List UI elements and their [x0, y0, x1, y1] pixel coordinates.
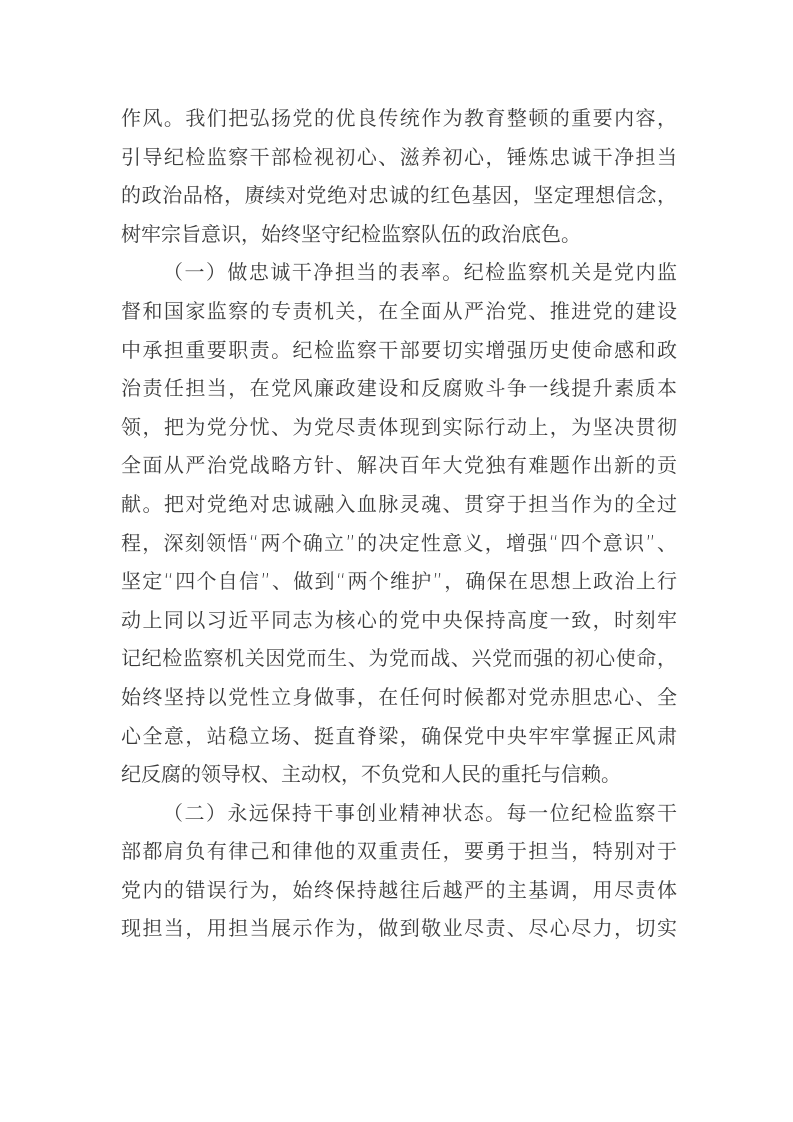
- document-page: [121, 99, 677, 948]
- text-line: 督和国家监察的专责机关，在全面从严治党、推进党的建设: [121, 298, 677, 323]
- text-line: 全面从严治党战略方针、解决百年大党独有难题作出新的贡: [121, 453, 677, 478]
- text-line: 作风。我们把弘扬党的优良传统作为教育整顿的重要内容，: [121, 106, 677, 130]
- paragraph-intro: [121, 99, 677, 253]
- paragraph-section-1: [121, 253, 677, 793]
- section-heading-line: （一）做忠诚干净担当的表率。纪检监察机关是党内监: [163, 260, 677, 285]
- text-line: 部都肩负有律己和律他的双重责任，要勇于担当，特别对于: [121, 839, 677, 864]
- text-line: 引导纪检监察干部检视初心、滋养初心，锤炼忠诚干净担当: [121, 144, 677, 169]
- section-heading-line: （二）永远保持干事创业精神状态。每一位纪检监察干: [163, 800, 677, 825]
- paragraph-section-2: [121, 794, 677, 948]
- text-line: 领，把为党分忧、为党尽责体现到实际行动上，为坚决贯彻: [121, 414, 677, 439]
- text-line: 始终坚持以党性立身做事，在任何时候都对党赤胆忠心、全: [121, 684, 677, 709]
- text-line: 坚定“四个自信”、做到“两个维护”，确保在思想上政治上行: [121, 569, 677, 594]
- text-line: 党内的错误行为，始终保持越往后越严的主基调，用尽责体: [121, 877, 677, 902]
- text-line: 纪反腐的领导权、主动权，不负党和人民的重托与信赖。: [121, 762, 621, 787]
- text-line: 树牢宗旨意识，始终坚守纪检监察队伍的政治底色。: [121, 221, 581, 246]
- text-line: 中承担重要职责。纪检监察干部要切实增强历史使命感和政: [121, 337, 677, 362]
- text-line: 心全意，站稳立场、挺直脊梁，确保党中央牢牢掌握正风肃: [121, 723, 677, 748]
- text-line: 献。把对党绝对忠诚融入血脉灵魂、贯穿于担当作为的全过: [121, 491, 677, 516]
- text-line: 记纪检监察机关因党而生、为党而战、兴党而强的初心使命，: [121, 646, 677, 671]
- text-line: 现担当，用担当展示作为，做到敬业尽责、尽心尽力，切实: [121, 916, 677, 941]
- text-line: 的政治品格，赓续对党绝对忠诚的红色基因，坚定理想信念，: [121, 183, 677, 208]
- text-line: 程，深刻领悟“两个确立”的决定性意义，增强“四个意识”、: [121, 530, 677, 555]
- text-line: 治责任担当，在党风廉政建设和反腐败斗争一线提升素质本: [121, 376, 677, 401]
- text-line: 动上同以习近平同志为核心的党中央保持高度一致，时刻牢: [121, 607, 677, 632]
